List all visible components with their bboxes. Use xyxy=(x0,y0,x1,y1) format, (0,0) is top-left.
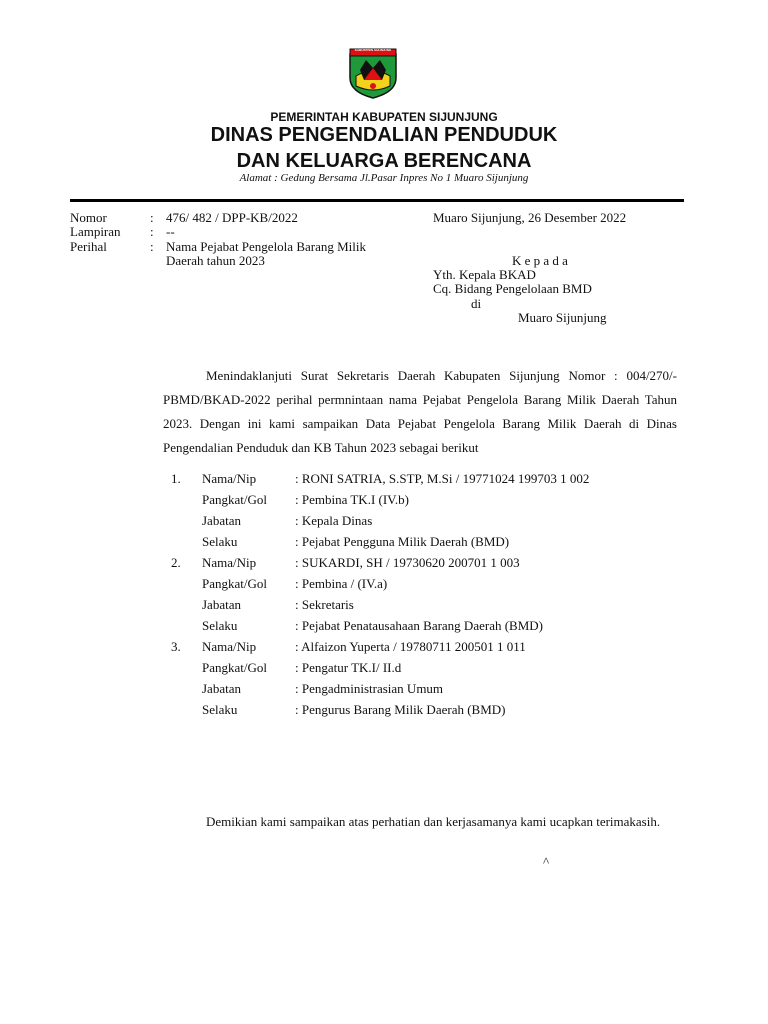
recipient-place: Muaro Sijunjung xyxy=(518,310,607,325)
logo-banner-text: KABUPATEN SIJUNJUNG xyxy=(354,48,392,52)
body-paragraph: Menindaklanjuti Surat Sekretaris Daerah Kabupaten Sijunjung Nomor : 004/270/-PBMD/BKAD-2022 perihal permnintaan nama Pejabat Pengelola Barang Milik Daerah Tahun 2023. Dengan ini kami sampaikan Data Pejabat Pengelola Barang Milik Daerah di Dinas Pengendalian Penduduk dan KB Tahun 2023 sebagai berikut xyxy=(163,368,677,455)
nomor-value: 476/ 482 / DPP-KB/2022 xyxy=(166,210,298,225)
government-name: PEMERINTAH KABUPATEN SIJUNJUNG xyxy=(270,110,498,124)
perihal-line1: Nama Pejabat Pengelola Barang Milik xyxy=(166,239,367,254)
regency-crest-icon xyxy=(346,46,400,100)
official-2-jabatan: : Sekretaris xyxy=(295,597,354,612)
official-2-selaku: : Pejabat Penatausahaan Barang Daerah (BMD) xyxy=(295,618,543,633)
official-1-jabatan: : Kepala Dinas xyxy=(295,513,373,528)
official-3-jabatan: : Pengadministrasian Umum xyxy=(295,681,444,696)
official-1-pangkat-label: Pangkat/Gol xyxy=(202,492,267,507)
perihal-colon: : xyxy=(150,239,154,254)
official-2-nama: : SUKARDI, SH / 19730620 200701 1 003 xyxy=(295,555,520,570)
official-3-jabatan-label: Jabatan xyxy=(202,681,241,696)
official-3-pangkat: : Pengatur TK.I/ II.d xyxy=(295,660,402,675)
place-date: Muaro Sijunjung, 26 Desember 2022 xyxy=(433,210,627,225)
lampiran-label: Lampiran xyxy=(70,224,121,239)
official-1-jabatan-label: Jabatan xyxy=(202,513,241,528)
office-address: Alamat : Gedung Bersama Jl.Pasar Inpres No 1 Muaro Sijunjung xyxy=(239,172,529,184)
official-1-pangkat: : Pembina TK.I (IV.b) xyxy=(295,492,409,507)
letterhead-divider xyxy=(70,199,684,202)
official-1-selaku: : Pejabat Pengguna Milik Daerah (BMD) xyxy=(295,534,510,549)
official-2-selaku-label: Selaku xyxy=(202,618,238,633)
official-2-jabatan-label: Jabatan xyxy=(202,597,241,612)
official-3-nama-label: Nama/Nip xyxy=(202,639,257,654)
lampiran-colon: : xyxy=(150,224,154,239)
recipient-di: di xyxy=(471,296,482,311)
official-2-pangkat: : Pembina / (IV.a) xyxy=(295,576,388,591)
official-2-number: 2. xyxy=(171,555,181,570)
perihal-line2: Daerah tahun 2023 xyxy=(166,253,265,268)
official-2-pangkat-label: Pangkat/Gol xyxy=(202,576,267,591)
department-name-line1: DINAS PENGENDALIAN PENDUDUK xyxy=(210,124,558,146)
official-3-selaku: : Pengurus Barang Milik Daerah (BMD) xyxy=(295,702,506,717)
official-1-number: 1. xyxy=(171,471,181,486)
department-name-line2: DAN KELUARGA BERENCANA xyxy=(236,150,532,172)
official-1-nama-label: Nama/Nip xyxy=(202,471,257,486)
caret-mark: ^ xyxy=(543,854,550,869)
recipient-cq: Cq. Bidang Pengelolaan BMD xyxy=(433,281,592,296)
official-3-number: 3. xyxy=(171,639,181,654)
official-3-nama: : Alfaizon Yuperta / 19780711 200501 1 011 xyxy=(295,639,526,654)
closing-paragraph: Demikian kami sampaikan atas perhatian dan kerjasamanya kami ucapkan terimakasih. xyxy=(206,814,661,829)
official-1-selaku-label: Selaku xyxy=(202,534,238,549)
official-1-nama: : RONI SATRIA, S.STP, M.Si / 19771024 199703 1 002 xyxy=(295,471,590,486)
kepada-label: K e p a d a xyxy=(512,253,568,268)
lampiran-value: -- xyxy=(166,224,175,239)
recipient-yth: Yth. Kepala BKAD xyxy=(433,267,536,282)
official-2-nama-label: Nama/Nip xyxy=(202,555,257,570)
official-3-pangkat-label: Pangkat/Gol xyxy=(202,660,267,675)
perihal-label: Perihal xyxy=(70,239,107,254)
nomor-colon: : xyxy=(150,210,154,225)
nomor-label: Nomor xyxy=(70,210,107,225)
official-3-selaku-label: Selaku xyxy=(202,702,238,717)
